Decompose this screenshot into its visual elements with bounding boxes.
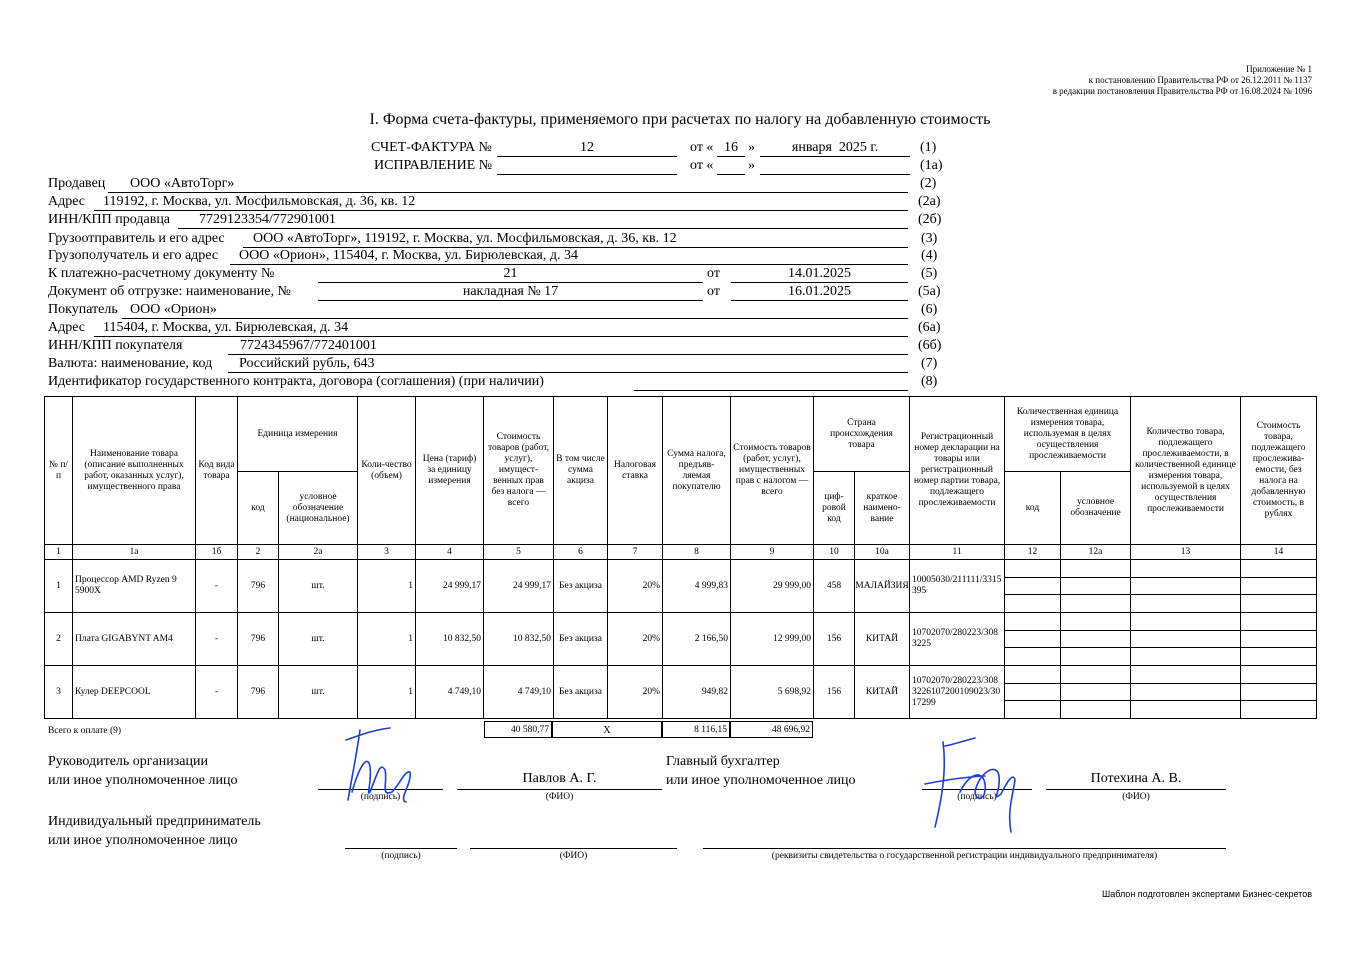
row-total: 12 999,00 xyxy=(731,613,814,666)
header-trace-unit: Количественная единица измерения товара, используемая в целях осуществления прослеживаемости xyxy=(1005,397,1131,472)
row-qty: 1 xyxy=(358,666,416,719)
row-unit-code: 796 xyxy=(238,560,279,613)
shipping-doc-value: накладная № 17 xyxy=(462,284,559,299)
row-name: Процессор AMD Ryzen 9 5900X xyxy=(73,560,196,613)
underline xyxy=(318,282,703,283)
ip-fio-caption: (ФИО) xyxy=(559,851,588,861)
ip-label-line-1: Индивидуальный предприниматель xyxy=(48,814,261,829)
ip-label-line-2: или иное уполномоченное лицо xyxy=(48,833,238,848)
row-reg: 10702070/280223/3083226107200109023/3017299 xyxy=(910,666,1005,719)
accountant-label-line-1: Главный бухгалтер xyxy=(666,754,780,769)
buyer-value: ООО «Орион» xyxy=(130,302,217,317)
underline xyxy=(345,848,457,849)
row-no: 2 xyxy=(45,613,73,666)
row-kind: - xyxy=(196,613,238,666)
totals-label: Всего к оплате (9) xyxy=(48,726,122,736)
row-no: 1 xyxy=(45,560,73,613)
header-trace-qty: Количество товара, подлежащего прослеживаемости, в количественной единице измерения товара, используемой в целях осуществления прослеживаемости xyxy=(1131,397,1241,545)
underline xyxy=(760,156,910,157)
header-country-code: циф-ровой код xyxy=(814,472,855,545)
shipping-doc-label: Документ об отгрузке: наименование, № xyxy=(48,284,291,299)
row-qty: 1 xyxy=(358,560,416,613)
header-unit-name: условное обозначение (национальное) xyxy=(279,472,358,545)
contract-id-code: (8) xyxy=(921,374,938,389)
head-name: Павлов А. Г. xyxy=(522,771,597,786)
correction-code: (1а) xyxy=(920,158,943,173)
col-number: 3 xyxy=(358,545,416,560)
buyer-inn-value: 7724345967/772401001 xyxy=(240,338,377,353)
header-no-tax: Стоимость товара, подлежащего прослежива-емости, без налога на добавленную стоимость, в рублях xyxy=(1241,397,1317,545)
invoice-close-quote: » xyxy=(748,140,755,155)
row-tax: 949,82 xyxy=(663,666,731,719)
underline xyxy=(318,300,703,301)
col-number: 8 xyxy=(663,545,731,560)
underline xyxy=(122,318,908,319)
seller-label: Продавец xyxy=(48,176,106,191)
underline xyxy=(178,228,908,229)
payment-doc-code: (5) xyxy=(921,266,938,281)
seller-address-value: 119192, г. Москва, ул. Мосфильмовская, д. 36, кв. 12 xyxy=(103,194,416,209)
row-trace-qty xyxy=(1131,666,1241,719)
header-country-name: краткое наимено-вание xyxy=(855,472,910,545)
header-unit: Единица измерения xyxy=(238,397,358,472)
header-total: Стоимость товаров (работ, услуг), имущественных прав с налогом — всего xyxy=(731,397,814,545)
row-unit-code: 796 xyxy=(238,666,279,719)
underline xyxy=(703,848,1226,849)
row-rate: 20% xyxy=(608,560,663,613)
row-reg: 10005030/211111/3315395 xyxy=(910,560,1005,613)
row-kind: - xyxy=(196,560,238,613)
underline xyxy=(717,174,745,175)
row-trace-name xyxy=(1061,560,1131,613)
seller-code: (2) xyxy=(920,176,937,191)
goods-table xyxy=(44,396,1317,719)
head-label-line-1: Руководитель организации xyxy=(48,754,208,769)
underline xyxy=(457,789,662,790)
totals-cost: 40 580,77 xyxy=(484,721,552,738)
underline xyxy=(94,210,908,211)
header-price: Цена (тариф) за единицу измерения xyxy=(416,397,484,545)
row-tax: 2 166,50 xyxy=(663,613,731,666)
currency-label: Валюта: наименование, код xyxy=(48,356,213,371)
underline xyxy=(731,300,908,301)
invoice-number: 12 xyxy=(580,140,594,155)
seller-value: ООО «АвтоТорг» xyxy=(130,176,235,191)
header-qty: Коли-чество (объем) xyxy=(358,397,416,545)
header-name: Наименование товара (описание выполненных работ, оказанных услуг), имущественного права xyxy=(73,397,196,545)
underline xyxy=(497,174,677,175)
row-reg: 10702070/280223/3083225 xyxy=(910,613,1005,666)
underline xyxy=(230,264,908,265)
col-number: 1б xyxy=(196,545,238,560)
correction-label: ИСПРАВЛЕНИЕ № xyxy=(374,158,493,173)
invoice-label: СЧЕТ-ФАКТУРА № xyxy=(371,140,492,155)
table-row xyxy=(45,613,1317,666)
payment-doc-value: 21 xyxy=(503,266,518,281)
header-trace-name: условное обозначение xyxy=(1061,472,1131,545)
shipping-doc-date: 16.01.2025 xyxy=(788,284,851,299)
row-no-tax xyxy=(1241,666,1317,719)
col-number: 2 xyxy=(238,545,279,560)
row-cost: 24 999,17 xyxy=(484,560,554,613)
accountant-name: Потехина А. В. xyxy=(1090,771,1182,786)
row-price: 4 749,10 xyxy=(416,666,484,719)
currency-code: (7) xyxy=(921,356,938,371)
seller-inn-code: (2б) xyxy=(918,212,942,227)
underline xyxy=(1046,789,1226,790)
row-excise: Без акциза xyxy=(554,666,608,719)
buyer-address-code: (6а) xyxy=(918,320,941,335)
totals-total: 48 696,92 xyxy=(730,721,813,738)
appendix-line-2: к постановлению Правительства РФ от 26.12.2011 № 1137 xyxy=(1088,75,1312,85)
col-number: 1 xyxy=(45,545,73,560)
row-no-tax xyxy=(1241,613,1317,666)
appendix-line-1: Приложение № 1 xyxy=(1246,64,1312,74)
buyer-address-value: 115404, г. Москва, ул. Бирюлевская, д. 34 xyxy=(103,320,349,335)
row-kind: - xyxy=(196,666,238,719)
row-unit-name: шт. xyxy=(279,613,358,666)
accountant-sign-caption: (подпись) xyxy=(957,792,997,802)
table-row xyxy=(45,560,1317,613)
underline xyxy=(108,192,908,193)
row-price: 10 832,50 xyxy=(416,613,484,666)
accountant-label-line-2: или иное уполномоченное лицо xyxy=(666,773,856,788)
row-unit-code: 796 xyxy=(238,613,279,666)
header-country: Страна происхождения товара xyxy=(814,397,910,472)
underline xyxy=(228,372,908,373)
row-no-tax xyxy=(1241,560,1317,613)
header-tax: Сумма налога, предъяв-ляемая покупателю xyxy=(663,397,731,545)
invoice-from-label: от « xyxy=(690,140,714,155)
row-total: 29 999,00 xyxy=(731,560,814,613)
table-row xyxy=(45,666,1317,719)
seller-inn-value: 7729123354/772901001 xyxy=(199,212,336,227)
col-number: 5 xyxy=(484,545,554,560)
row-unit-name: шт. xyxy=(279,560,358,613)
row-unit-name: шт. xyxy=(279,666,358,719)
row-price: 24 999,17 xyxy=(416,560,484,613)
payment-doc-label: К платежно-расчетному документу № xyxy=(48,266,275,281)
row-rate: 20% xyxy=(608,666,663,719)
row-country-code: 156 xyxy=(814,666,855,719)
buyer-inn-code: (6б) xyxy=(918,338,942,353)
col-number: 10а xyxy=(855,545,910,560)
col-number: 10 xyxy=(814,545,855,560)
row-no: 3 xyxy=(45,666,73,719)
underline xyxy=(760,174,910,175)
correction-from-label: от « xyxy=(690,158,714,173)
invoice-month-year: января 2025 г. xyxy=(791,140,879,155)
seller-address-label: Адрес xyxy=(48,194,86,209)
row-trace-name xyxy=(1061,666,1131,719)
row-country-name: КИТАЙ xyxy=(855,613,910,666)
header-kind: Код вида товара xyxy=(196,397,238,545)
consignee-code: (4) xyxy=(921,248,938,263)
col-number: 14 xyxy=(1241,545,1317,560)
shipper-code: (3) xyxy=(921,231,938,246)
head-sign-caption: (подпись) xyxy=(360,792,401,802)
payment-doc-from: от xyxy=(707,266,720,281)
col-number: 6 xyxy=(554,545,608,560)
row-excise: Без акциза xyxy=(554,613,608,666)
row-name: Плата GIGABYNT AM4 xyxy=(73,613,196,666)
row-tax: 4 999,83 xyxy=(663,560,731,613)
header-trace-code: код xyxy=(1005,472,1061,545)
underline xyxy=(94,336,908,337)
col-number: 4 xyxy=(416,545,484,560)
underline xyxy=(731,282,908,283)
col-number: 7 xyxy=(608,545,663,560)
header-unit-code: код xyxy=(238,472,279,545)
col-number: 1а xyxy=(73,545,196,560)
invoice-code: (1) xyxy=(920,140,937,155)
underline xyxy=(634,390,908,391)
row-trace-code xyxy=(1005,666,1061,719)
underline xyxy=(228,354,908,355)
ip-sign-caption: (подпись) xyxy=(381,851,421,861)
row-trace-code xyxy=(1005,560,1061,613)
buyer-address-label: Адрес xyxy=(48,320,86,335)
shipper-value: ООО «АвтоТорг», 119192, г. Москва, ул. Мосфильмовская, д. 36, кв. 12 xyxy=(253,231,677,246)
head-fio-caption: (ФИО) xyxy=(545,792,574,802)
underline xyxy=(717,156,745,157)
ip-reg-caption: (реквизиты свидетельства о государственной регистрации индивидуального предпринимателя) xyxy=(771,851,1158,861)
row-excise: Без акциза xyxy=(554,560,608,613)
accountant-label xyxy=(666,752,855,790)
col-number: 12 xyxy=(1005,545,1061,560)
row-trace-qty xyxy=(1131,560,1241,613)
payment-doc-date: 14.01.2025 xyxy=(788,266,851,281)
row-country-name: МАЛАЙЗИЯ xyxy=(855,560,910,613)
row-trace-qty xyxy=(1131,613,1241,666)
col-number: 13 xyxy=(1131,545,1241,560)
row-country-name: КИТАЙ xyxy=(855,666,910,719)
header-reg: Регистрационный номер декларации на товары или регистрационный номер партии товара, подлежащего прослеживаемости xyxy=(910,397,1005,545)
underline xyxy=(497,156,677,157)
row-country-code: 458 xyxy=(814,560,855,613)
head-signature xyxy=(330,722,430,807)
buyer-inn-label: ИНН/КПП покупателя xyxy=(48,338,183,353)
appendix-line-3: в редакции постановления Правительства РФ от 16.08.2024 № 1096 xyxy=(1052,86,1312,96)
row-trace-name xyxy=(1061,613,1131,666)
consignee-label: Грузополучатель и его адрес xyxy=(48,248,219,263)
head-label xyxy=(48,752,237,790)
consignee-value: ООО «Орион», 115404, г. Москва, ул. Бирюлевская, д. 34 xyxy=(239,248,578,263)
footer-note: Шаблон подготовлен экспертами Бизнес-секретов xyxy=(1101,889,1312,899)
row-qty: 1 xyxy=(358,613,416,666)
contract-id-label: Идентификатор государственного контракта, договора (соглашения) (при наличии) xyxy=(48,374,544,389)
row-total: 5 698,92 xyxy=(731,666,814,719)
row-rate: 20% xyxy=(608,613,663,666)
ip-label xyxy=(48,812,261,850)
buyer-code: (6) xyxy=(921,302,938,317)
header-no: № п/п xyxy=(45,397,73,545)
header-rate: Налоговая ставка xyxy=(608,397,663,545)
head-label-line-2: или иное уполномоченное лицо xyxy=(48,773,238,788)
header-excise: В том числе сумма акциза xyxy=(554,397,608,545)
seller-inn-label: ИНН/КПП продавца xyxy=(48,212,171,227)
header-cost: Стоимость товаров (работ, услуг), имущест-венных прав без налога — всего xyxy=(484,397,554,545)
col-number: 2а xyxy=(279,545,358,560)
row-country-code: 156 xyxy=(814,613,855,666)
col-number: 9 xyxy=(731,545,814,560)
page-title: I. Форма счета-фактуры, применяемого при расчетах по налогу на добавленную стоимость xyxy=(369,111,991,128)
accountant-fio-caption: (ФИО) xyxy=(1122,792,1150,802)
currency-value: Российский рубль, 643 xyxy=(239,356,375,371)
correction-close-quote: » xyxy=(748,158,755,173)
row-trace-code xyxy=(1005,613,1061,666)
shipper-label: Грузоотправитель и его адрес xyxy=(48,231,225,246)
appendix-note xyxy=(1053,64,1312,97)
totals-tax: 8 116,15 xyxy=(662,721,730,738)
row-cost: 10 832,50 xyxy=(484,613,554,666)
shipping-doc-code: (5а) xyxy=(918,284,941,299)
buyer-label: Покупатель xyxy=(48,302,118,317)
col-number: 12а xyxy=(1061,545,1131,560)
totals-excise: X xyxy=(552,721,662,738)
row-name: Кулер DEEPCOOL xyxy=(73,666,196,719)
invoice-day: 16 xyxy=(724,140,738,155)
col-number: 11 xyxy=(910,545,1005,560)
shipping-doc-from: от xyxy=(707,284,720,299)
row-cost: 4 749,10 xyxy=(484,666,554,719)
underline xyxy=(470,848,677,849)
accountant-signature xyxy=(915,732,1035,837)
seller-address-code: (2а) xyxy=(918,194,941,209)
